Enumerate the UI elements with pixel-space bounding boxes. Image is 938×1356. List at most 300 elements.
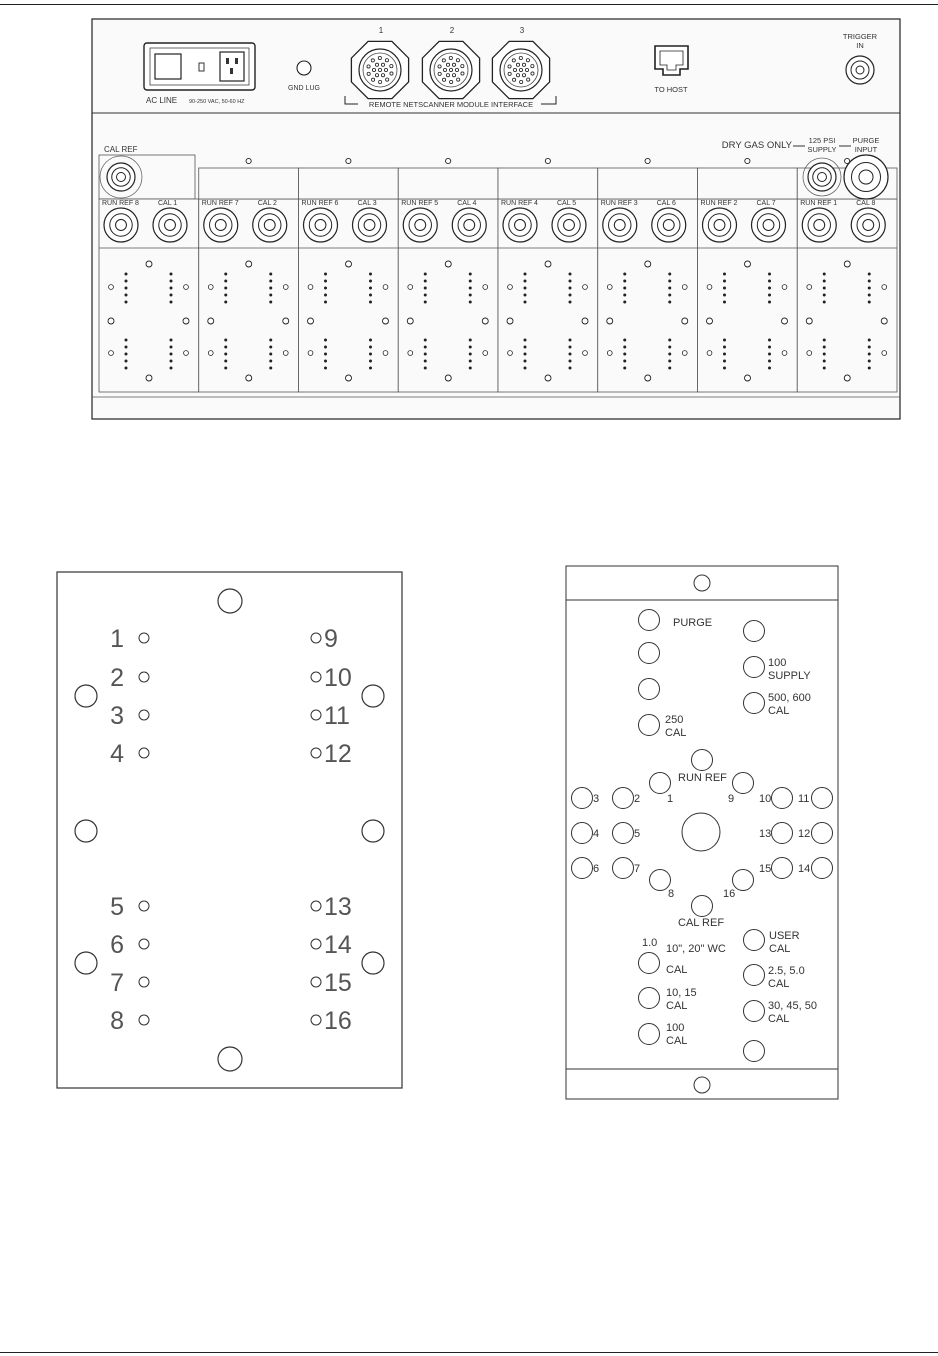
mount-hole — [246, 261, 252, 267]
wc-label: 10", 20" WC — [666, 943, 726, 955]
small-hole — [383, 285, 388, 290]
port-dot — [524, 353, 527, 356]
mount-hole — [346, 261, 352, 267]
cal-100-line1: 100 — [666, 1022, 685, 1034]
purge-port-label: PURGE — [673, 617, 713, 629]
port-dot — [125, 287, 128, 290]
port-number: 16 — [324, 1007, 352, 1035]
port-label-2: 2 — [634, 793, 641, 805]
port-dot — [269, 301, 272, 304]
port-dot — [324, 353, 327, 356]
port-dot — [170, 287, 173, 290]
power-switch-icon[interactable] — [155, 54, 181, 79]
run-ref-label: RUN REF 2 — [700, 200, 738, 207]
mount-hole — [682, 318, 688, 324]
port-dot — [723, 339, 726, 342]
port-label-6: 6 — [593, 863, 600, 875]
mount-hole — [582, 318, 588, 324]
cal-1-0-line1: 1.0 — [642, 937, 658, 949]
port-dot — [324, 287, 327, 290]
port-dot — [324, 339, 327, 342]
manifold-port — [744, 621, 765, 642]
port-dot — [469, 301, 472, 304]
manifold-port — [639, 679, 660, 700]
port-dot — [469, 339, 472, 342]
mount-hole — [645, 375, 651, 381]
supply-label-line1: 125 PSI — [808, 136, 836, 145]
scanner-modules — [99, 158, 897, 392]
port-dot — [369, 294, 372, 297]
port-number: 7 — [110, 969, 124, 997]
port-dot — [269, 353, 272, 356]
mount-hole — [146, 261, 152, 267]
run-ref-label: RUN REF 6 — [301, 200, 339, 207]
cal-fitting[interactable] — [452, 208, 486, 242]
scanner-module — [498, 158, 598, 392]
port-dot — [125, 294, 128, 297]
manifold-port — [639, 953, 660, 974]
cal-fitting[interactable] — [652, 208, 686, 242]
cal-ref-port-label: CAL REF — [678, 917, 725, 929]
cal-fitting[interactable] — [851, 208, 885, 242]
port-dot — [524, 273, 527, 276]
port-dot — [723, 273, 726, 276]
port-dot — [623, 367, 626, 370]
port-dot — [723, 360, 726, 363]
manifold-port — [639, 988, 660, 1009]
manifold-port — [692, 750, 713, 771]
mount-hole — [482, 318, 488, 324]
port-dot — [369, 346, 372, 349]
port-label-4: 4 — [593, 828, 600, 840]
cal-250-line1: 250 — [665, 714, 684, 726]
port-dot — [823, 287, 826, 290]
manifold-port — [744, 657, 765, 678]
port-dot — [569, 346, 572, 349]
port-label-1: 1 — [667, 793, 674, 805]
port-dot — [269, 339, 272, 342]
gnd-lug-icon — [297, 61, 311, 75]
port-dot — [768, 287, 771, 290]
port-dot — [868, 367, 871, 370]
cal-1-0-line2: CAL — [666, 964, 688, 976]
port-number: 5 — [110, 893, 124, 921]
cal-fitting[interactable] — [752, 208, 786, 242]
port-dot — [469, 367, 472, 370]
port-dot — [524, 287, 527, 290]
port-number: 3 — [110, 702, 124, 730]
small-hole — [607, 285, 612, 290]
mount-hole — [745, 261, 751, 267]
port-dot — [424, 360, 427, 363]
top-mount-hole — [694, 575, 710, 591]
cal-250-line2: CAL — [665, 727, 687, 739]
port-dot — [369, 367, 372, 370]
mount-hole — [246, 375, 252, 381]
run-ref-label: RUN REF 4 — [501, 200, 538, 207]
port-dot — [768, 346, 771, 349]
small-hole — [682, 285, 687, 290]
port-label-9: 9 — [728, 793, 735, 805]
mount-hole — [146, 375, 152, 381]
port-dot — [469, 360, 472, 363]
small-hole — [508, 351, 513, 356]
scanner-module — [698, 158, 798, 392]
port-dot — [823, 360, 826, 363]
mount-hole — [208, 318, 214, 324]
small-hole — [707, 285, 712, 290]
port-dot — [868, 301, 871, 304]
remote-connector-number: 1 — [378, 26, 384, 35]
cal-ref-label: CAL REF — [104, 145, 138, 154]
purge-fitting[interactable] — [844, 155, 888, 199]
manifold-port — [639, 610, 660, 631]
small-hole — [707, 351, 712, 356]
manifold-port — [639, 715, 660, 736]
manifold-port — [733, 773, 754, 794]
remote-connector-2[interactable] — [422, 41, 479, 98]
ac-line-label: AC LINE — [146, 96, 178, 105]
small-hole — [184, 285, 189, 290]
port-dot — [125, 280, 128, 283]
run-ref-fitting[interactable] — [403, 208, 437, 242]
run-ref-label: RUN REF — [678, 772, 727, 784]
small-hole — [109, 285, 114, 290]
mount-hole — [407, 318, 413, 324]
cal-fitting[interactable] — [153, 208, 187, 242]
port-dot — [125, 367, 128, 370]
port-dot — [269, 367, 272, 370]
small-hole — [607, 351, 612, 356]
port-dot — [125, 346, 128, 349]
port-dot — [623, 280, 626, 283]
port-dot — [524, 294, 527, 297]
port-dot — [324, 294, 327, 297]
manifold-port — [772, 788, 793, 809]
port-dot — [369, 287, 372, 290]
port-dot — [623, 339, 626, 342]
port-number: 14 — [324, 931, 352, 959]
remote-connector-1[interactable] — [351, 41, 408, 98]
cal-label: CAL 8 — [856, 200, 876, 207]
small-hole — [508, 285, 513, 290]
mount-hole — [383, 318, 389, 324]
port-dot — [424, 339, 427, 342]
port-dot — [668, 353, 671, 356]
port-dot — [424, 280, 427, 283]
port-label-16: 16 — [723, 888, 736, 900]
port-dot — [768, 360, 771, 363]
run-ref-fitting[interactable] — [304, 208, 338, 242]
port-dot — [269, 287, 272, 290]
small-hole — [184, 351, 189, 356]
manifold-port — [744, 1001, 765, 1022]
port-dot — [324, 280, 327, 283]
port-dot — [125, 273, 128, 276]
trigger-label-line2: IN — [856, 41, 864, 50]
port-dot — [668, 301, 671, 304]
port-dot — [668, 280, 671, 283]
port-dot — [868, 287, 871, 290]
mount-hole — [745, 375, 751, 381]
port-dot — [723, 346, 726, 349]
port-dot — [269, 273, 272, 276]
trigger-bnc-icon[interactable] — [846, 56, 874, 84]
port-number: 8 — [110, 1007, 124, 1035]
cal-30-45-50-line1: 30, 45, 50 — [768, 1000, 817, 1012]
port-dot — [623, 294, 626, 297]
port-dot — [369, 339, 372, 342]
cal-30-45-50-line2: CAL — [768, 1013, 790, 1025]
port-dot — [170, 273, 173, 276]
port-dot — [623, 360, 626, 363]
port-dot — [224, 301, 227, 304]
port-dot — [723, 294, 726, 297]
rear-panel-diagram — [0, 0, 938, 430]
run-ref-fitting[interactable] — [104, 208, 138, 242]
cal-10-15-line2: CAL — [666, 1000, 688, 1012]
cal-label: CAL 7 — [756, 200, 776, 207]
remote-connector-3[interactable] — [492, 41, 549, 98]
port-dot — [768, 273, 771, 276]
mount-hole — [283, 318, 289, 324]
mount-hole — [545, 375, 551, 381]
port-dot — [369, 353, 372, 356]
port-dot — [868, 273, 871, 276]
manifold-port — [744, 693, 765, 714]
port-label-5: 5 — [634, 828, 641, 840]
port-dot — [369, 280, 372, 283]
purge-label-line2: INPUT — [854, 145, 878, 154]
port-dot — [668, 287, 671, 290]
ac-line-spec: 90-250 VAC, 50-60 HZ — [189, 99, 245, 105]
port-dot — [469, 287, 472, 290]
port-dot — [324, 301, 327, 304]
port-dot — [369, 360, 372, 363]
cal-fitting[interactable] — [552, 208, 586, 242]
mount-hole — [183, 318, 189, 324]
port-dot — [768, 339, 771, 342]
port-label-11: 11 — [798, 793, 810, 805]
scanner-module — [99, 199, 199, 392]
port-label-14: 14 — [798, 863, 811, 875]
port-dot — [224, 339, 227, 342]
port-dot — [170, 294, 173, 297]
manifold-port — [613, 788, 634, 809]
port-dot — [623, 353, 626, 356]
port-label-15: 15 — [759, 863, 772, 875]
port-dot — [823, 346, 826, 349]
manifold-port — [772, 823, 793, 844]
port-dot — [170, 353, 173, 356]
cal-fitting[interactable] — [253, 208, 287, 242]
small-hole — [208, 285, 213, 290]
port-dot — [868, 353, 871, 356]
power-inlet-icon — [220, 52, 244, 81]
port-number: 1 — [110, 625, 124, 653]
purge-label-line1: PURGE — [852, 136, 880, 145]
port-dot — [424, 287, 427, 290]
mount-hole — [844, 375, 850, 381]
small-hole — [782, 351, 787, 356]
mount-hole — [445, 375, 451, 381]
run-ref-label: RUN REF 3 — [600, 200, 638, 207]
port-dot — [269, 346, 272, 349]
port-label-8: 8 — [668, 888, 675, 900]
port-dot — [569, 294, 572, 297]
port-dot — [868, 360, 871, 363]
port-dot — [569, 367, 572, 370]
port-dot — [668, 339, 671, 342]
port-dot — [170, 339, 173, 342]
port-dot — [569, 273, 572, 276]
supply-100-line2: SUPPLY — [768, 670, 811, 682]
port-dot — [269, 280, 272, 283]
to-host-label: TO HOST — [654, 85, 688, 94]
footer-rule — [0, 1352, 938, 1353]
cal-label: CAL 6 — [656, 200, 676, 207]
port-dot — [224, 360, 227, 363]
port-number: 13 — [324, 893, 352, 921]
port-dot — [524, 280, 527, 283]
run-ref-label: RUN REF 7 — [201, 200, 239, 207]
manifold-panel-diagram — [0, 560, 938, 1105]
port-dot — [224, 280, 227, 283]
small-hole — [882, 351, 887, 356]
port-dot — [524, 360, 527, 363]
port-dot — [125, 360, 128, 363]
manifold-port — [572, 823, 593, 844]
small-hole — [483, 351, 488, 356]
manifold-port — [772, 858, 793, 879]
run-ref-fitting[interactable] — [603, 208, 637, 242]
port-dot — [324, 346, 327, 349]
supply-100-line1: 100 — [768, 657, 787, 669]
run-ref-label: RUN REF 1 — [800, 200, 838, 207]
mount-hole — [607, 318, 613, 324]
port-dot — [524, 339, 527, 342]
manifold-port — [639, 643, 660, 664]
port-dot — [424, 346, 427, 349]
mount-hole — [445, 261, 451, 267]
port-dot — [569, 280, 572, 283]
port-label-10: 10 — [759, 793, 772, 805]
port-dot — [668, 360, 671, 363]
user-cal-line2: CAL — [769, 943, 791, 955]
port-dot — [424, 367, 427, 370]
cal-10-15-line1: 10, 15 — [666, 987, 697, 999]
port-dot — [269, 294, 272, 297]
port-number: 2 — [110, 664, 124, 692]
manifold-port — [744, 965, 765, 986]
user-cal-line1: USER — [769, 930, 800, 942]
run-ref-fitting[interactable] — [204, 208, 238, 242]
port-dot — [424, 294, 427, 297]
port-dot — [324, 360, 327, 363]
small-hole — [807, 285, 812, 290]
small-hole — [583, 351, 588, 356]
mount-hole — [507, 318, 513, 324]
manifold-port — [812, 788, 833, 809]
small-hole — [408, 351, 413, 356]
port-number: 6 — [110, 931, 124, 959]
port-dot — [823, 339, 826, 342]
cal-label: CAL 5 — [557, 200, 577, 207]
gnd-lug-label: GND LUG — [288, 85, 320, 92]
small-hole — [208, 351, 213, 356]
port-label-12: 12 — [798, 828, 811, 840]
port-dot — [170, 280, 173, 283]
port-number: 11 — [324, 702, 350, 730]
manifold-port — [572, 788, 593, 809]
port-dot — [269, 360, 272, 363]
cal-fitting[interactable] — [353, 208, 387, 242]
cal-2-5-5-0-line2: CAL — [768, 978, 790, 990]
port-dot — [723, 287, 726, 290]
port-dot — [668, 346, 671, 349]
cal-500-600-line1: 500, 600 — [768, 692, 811, 704]
port-dot — [369, 273, 372, 276]
small-hole — [782, 285, 787, 290]
manifold-port — [692, 896, 713, 917]
manifold-port — [572, 858, 593, 879]
run-ref-fitting[interactable] — [503, 208, 537, 242]
port-dot — [768, 367, 771, 370]
mount-hole — [545, 261, 551, 267]
port-dot — [569, 353, 572, 356]
mount-hole — [806, 318, 812, 324]
supply-fitting[interactable] — [803, 158, 841, 196]
port-label-3: 3 — [593, 793, 600, 805]
center-port — [682, 813, 720, 851]
manifold-port — [650, 773, 671, 794]
port-dot — [424, 353, 427, 356]
run-ref-fitting[interactable] — [802, 208, 836, 242]
port-dot — [170, 346, 173, 349]
cal-label: CAL 4 — [457, 200, 477, 207]
port-dot — [623, 346, 626, 349]
ac-line-module — [144, 43, 255, 90]
port-dot — [723, 353, 726, 356]
port-dot — [768, 280, 771, 283]
port-dot — [469, 273, 472, 276]
port-dot — [125, 339, 128, 342]
run-ref-fitting[interactable] — [703, 208, 737, 242]
manifold-port — [733, 870, 754, 891]
port-dot — [125, 353, 128, 356]
small-hole — [109, 351, 114, 356]
cal-label: CAL 1 — [158, 200, 178, 207]
port-dot — [469, 346, 472, 349]
scanner-module — [299, 158, 399, 392]
port-dot — [868, 280, 871, 283]
port-dot — [723, 280, 726, 283]
port-dot — [469, 294, 472, 297]
small-hole — [583, 285, 588, 290]
cal-100-line2: CAL — [666, 1035, 688, 1047]
port-dot — [668, 273, 671, 276]
cal-500-600-line2: CAL — [768, 705, 790, 717]
port-dot — [569, 287, 572, 290]
mount-hole — [108, 318, 114, 324]
run-ref-label: RUN REF 8 — [102, 200, 139, 207]
manifold-port — [812, 823, 833, 844]
port-dot — [623, 287, 626, 290]
port-dot — [723, 367, 726, 370]
small-hole — [882, 285, 887, 290]
mount-hole — [308, 318, 314, 324]
small-hole — [682, 351, 687, 356]
